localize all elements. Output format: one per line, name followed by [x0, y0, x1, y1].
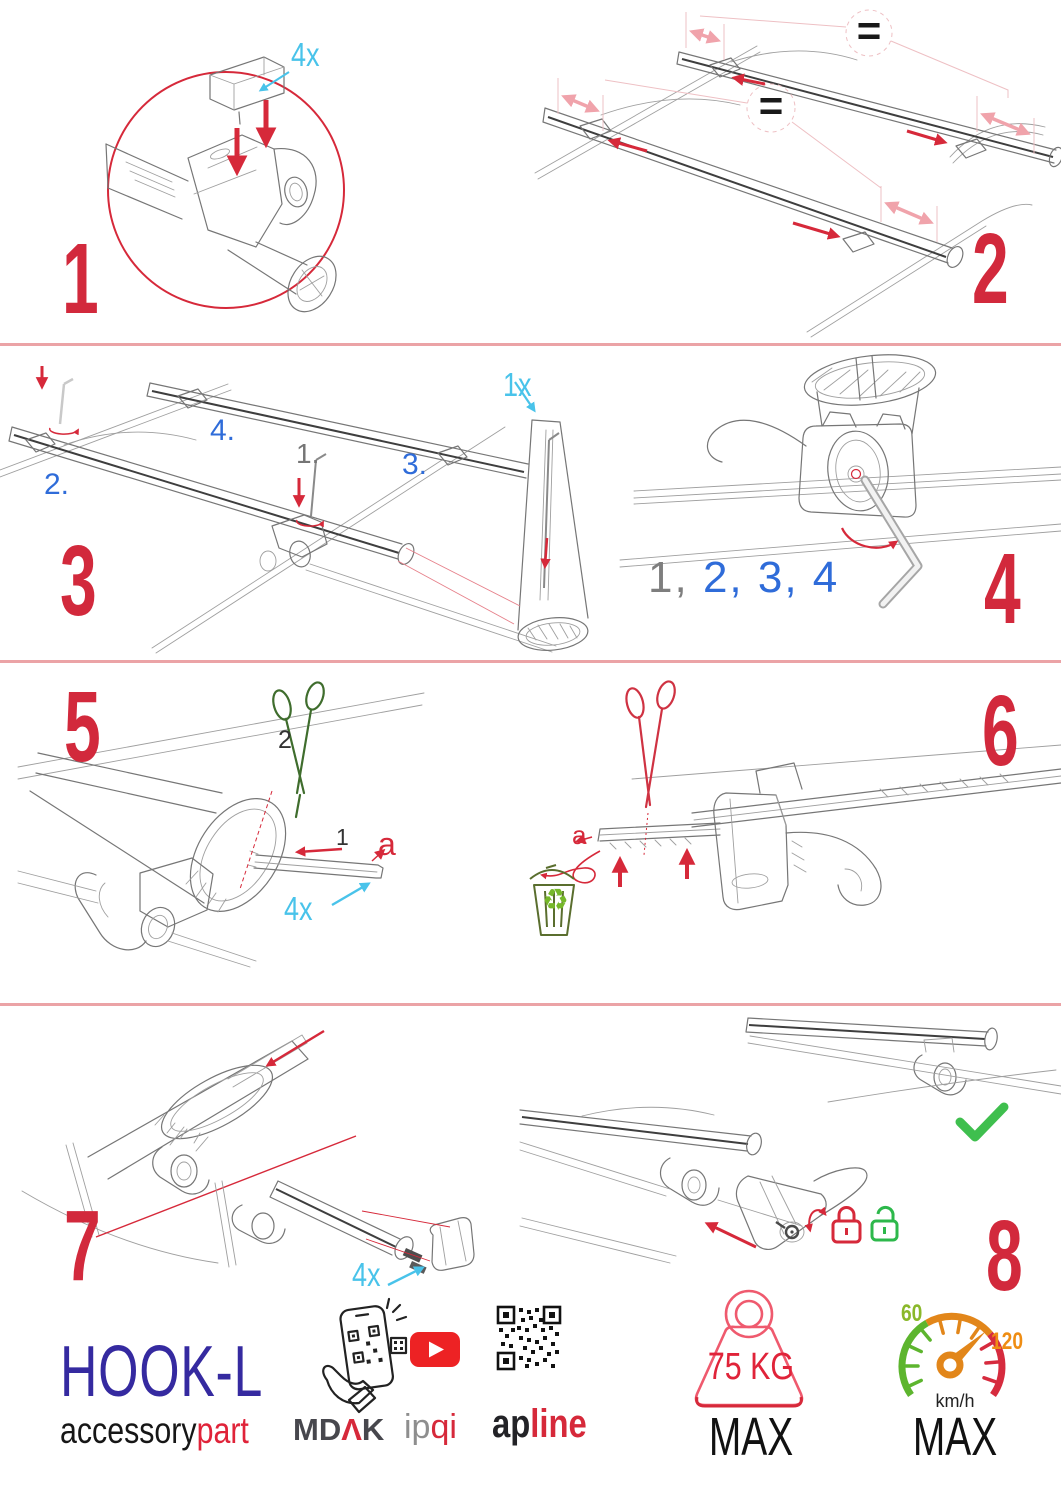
- allen-key-icon: [60, 379, 73, 424]
- step-1-illustration: [60, 18, 390, 335]
- apline-line: line: [530, 1402, 587, 1446]
- qr-code: [497, 1306, 561, 1370]
- step-4-number: 4: [984, 533, 1020, 645]
- step-3-quantity-label: 1x: [503, 366, 532, 403]
- step-3-label-2: 2.: [44, 468, 70, 501]
- step-5-label-a: a: [378, 826, 396, 862]
- step-7-quantity-label: 4x: [352, 1256, 381, 1293]
- step-5-label-2: 2: [278, 726, 292, 754]
- brand-second: part: [196, 1410, 249, 1451]
- clamp-part-drawing: [210, 57, 284, 124]
- step-7-number: 7: [64, 1190, 100, 1302]
- ipqi-ip: ip: [404, 1408, 431, 1446]
- speed-high-label: 120: [991, 1328, 1024, 1355]
- step-5-number: 5: [64, 671, 100, 783]
- max-load-value: 75 KG: [707, 1346, 795, 1388]
- quantity-leader-arrow: [388, 1268, 422, 1285]
- step-6-label-a: a: [572, 820, 587, 850]
- step-2-number: 2: [972, 213, 1008, 325]
- equals-badges: [605, 7, 1008, 188]
- equals-symbol: =: [856, 7, 882, 54]
- step-1-number: 1: [62, 223, 98, 335]
- allen-key-icon: [865, 480, 918, 604]
- mdak-lambda: Λ: [341, 1412, 362, 1447]
- section-divider: [0, 343, 1061, 346]
- sequence-rest: 2, 3, 4: [702, 553, 840, 602]
- locked-assembly-drawing: [746, 1018, 1061, 1102]
- max-speed-label: MAX: [912, 1407, 998, 1467]
- crossbar-foot-drawing: [106, 135, 346, 321]
- product-name: HOOK-L: [60, 1332, 264, 1412]
- step-5-label-1: 1: [336, 824, 349, 850]
- ipqi-qi: qi: [430, 1408, 457, 1446]
- step-6-illustration: [520, 665, 1061, 990]
- guide-line: [96, 1136, 356, 1237]
- mdak-md: MD: [293, 1412, 342, 1447]
- step-3-label-4: 4.: [210, 414, 236, 447]
- quantity-leader-arrow: [332, 884, 368, 905]
- section-divider: [0, 660, 1061, 663]
- brand-first: accessory: [60, 1410, 197, 1451]
- mdak-k: K: [361, 1412, 385, 1447]
- end-cap-drawing: [215, 1181, 474, 1274]
- recycle-icon: ♻: [542, 884, 569, 917]
- step-8-illustration: [520, 1000, 1061, 1312]
- max-load-label: MAX: [708, 1407, 794, 1467]
- logo-apline: [492, 1404, 587, 1444]
- lock-closed-icon: [833, 1208, 860, 1243]
- scissors-icon: [624, 679, 678, 855]
- step-1-quantity-label: 4x: [291, 36, 320, 73]
- speed-low-label: 60: [901, 1300, 923, 1327]
- youtube-icon: [410, 1332, 462, 1368]
- step-6-number: 6: [982, 675, 1018, 787]
- sequence-first: 1,: [648, 553, 689, 602]
- cut-line: [240, 791, 272, 889]
- apline-ap: ap: [492, 1402, 531, 1446]
- step-3-label-3: 3.: [402, 448, 428, 481]
- logo-mdak: [293, 1414, 384, 1445]
- checkmark-icon: [960, 1107, 1004, 1137]
- lock-cover-drawing: [520, 1107, 867, 1263]
- logo-ipqi: [404, 1410, 457, 1444]
- equals-symbol: =: [758, 82, 784, 129]
- step-8-number: 8: [986, 1200, 1022, 1312]
- zoom-circle: [108, 72, 344, 308]
- slide-arrow-icon: [268, 1031, 324, 1065]
- turn-knob-annotation-left: [42, 366, 78, 434]
- speed-unit-label: km/h: [935, 1391, 975, 1411]
- brand-wordmark: [60, 1412, 249, 1449]
- step-3-label-1: 1.: [296, 438, 320, 469]
- step-5-quantity-label: 4x: [284, 890, 313, 927]
- lock-open-icon: [872, 1207, 897, 1240]
- phone-qr-scan-icon: [315, 1300, 410, 1408]
- step-4-sequence: [648, 553, 840, 602]
- step-3-number: 3: [60, 525, 96, 637]
